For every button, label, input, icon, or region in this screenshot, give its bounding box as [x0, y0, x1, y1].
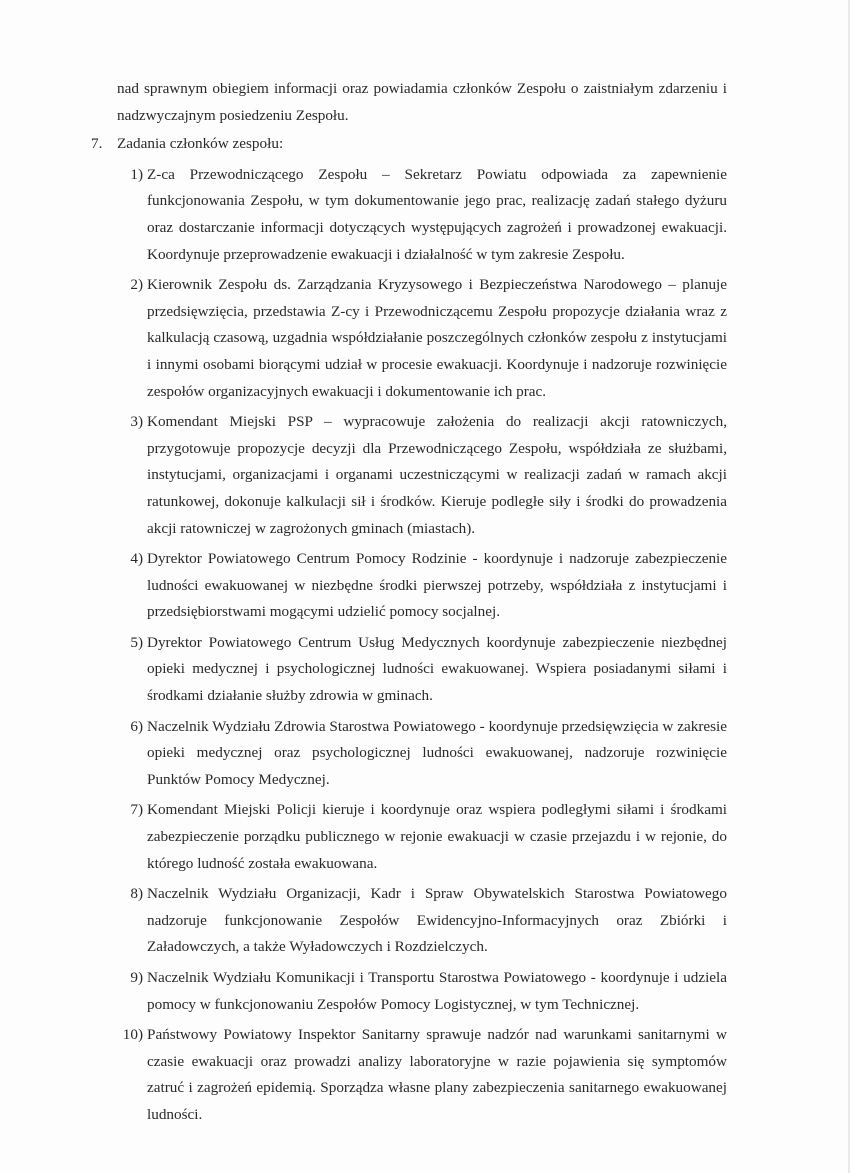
- list-item: [117, 630, 727, 710]
- item-text: Państwowy Powiatowy Inspektor Sanitarny sprawuje nadzór nad warunkami sanitarnymi w czasie ewakuacji oraz prowadzi analizy laboratoryjne w razie pojawienia się symptomów zatruć i zagrożeń epidemią. Sporządza własne plany zabezpieczenia sanitarnego ewakuowanej ludności.: [147, 1026, 727, 1123]
- item-number: 1): [130, 165, 143, 183]
- list-item: [117, 881, 727, 961]
- list-item: [117, 272, 727, 405]
- list-item: [117, 714, 727, 794]
- item-number: 4): [130, 550, 143, 568]
- item-text: Naczelnik Wydziału Zdrowia Starostwa Powiatowego - koordynuje przedsięwzięcia w zakresie opieki medycznej oraz psychologicznej ludności ewakuowanej, nadzoruje rozwinięcie Punktów Pomocy Medycznej.: [147, 717, 727, 788]
- list-item: [117, 1022, 727, 1128]
- item-number: 3): [130, 413, 143, 431]
- intro-paragraph: [117, 76, 727, 129]
- list-item: [117, 162, 727, 268]
- list-item: [117, 797, 727, 877]
- item-number: 10): [122, 1026, 143, 1044]
- item-number: 6): [130, 717, 143, 735]
- item-text: Komendant Miejski Policji kieruje i koordynuje oraz wspiera podległymi siłami i środkami zabezpieczenie porządku publicznego w rejonie ewakuacji w czasie przejazdu i w rejonie, do którego ludność została ewakuowana.: [147, 801, 727, 872]
- item-text: Dyrektor Powiatowego Centrum Pomocy Rodzinie - koordynuje i nadzoruje zabezpieczenie ludności ewakuowanej w niezbędne środki pierwszej potrzeby, współdziała z instytucjami i przedsiębiorstwami mogącymi udzielić pomocy socjalnej.: [147, 550, 727, 621]
- item-text: Naczelnik Wydziału Komunikacji i Transportu Starostwa Powiatowego - koordynuje i udziela pomocy w funkcjonowaniu Zespołów Pomocy Logistycznej, w tym Technicznej.: [147, 969, 727, 1013]
- task-list: [117, 162, 727, 1129]
- item-number: 8): [130, 885, 143, 903]
- list-item: [117, 546, 727, 626]
- section-7: [91, 131, 727, 1128]
- item-text: Dyrektor Powiatowego Centrum Usług Medycznych koordynuje zabezpieczenie niezbędnej opieki medycznej i psychologicznej ludności ewakuowanej. Wspiera posiadanymi siłami i środkami działanie służby zdrowia w gminach.: [147, 633, 727, 705]
- item-number: 2): [130, 276, 143, 294]
- item-text: Naczelnik Wydziału Organizacji, Kadr i Spraw Obywatelskich Starostwa Powiatowego nadzoruje funkcjonowanie Zespołów Ewidencyjno-Informacyjnych oraz Zbiórki i Załadowczych, a także Wyładowczych i Rozdzielczych.: [147, 885, 727, 956]
- section-number: 7.: [91, 135, 103, 153]
- item-text: Z-ca Przewodniczącego Zespołu – Sekretarz Powiatu odpowiada za zapewnienie funkcjonowania Zespołu, w tym dokumentowanie jego prac, realizację zadań stałego dyżuru oraz dostarczanie informacji dotyczących występujących zagrożeń i prowadzonej ewakuacji. Koordynuje przeprowadzenie ewakuacji i działalność w tym zakresie Zespołu.: [147, 165, 727, 263]
- document-body: [91, 76, 727, 1133]
- item-text: Kierownik Zespołu ds. Zarządzania Kryzysowego i Bezpieczeństwa Narodowego – planuje przedsięwzięcia, przedstawia Z-cy i Przewodniczącemu Zespołu propozycje działania wraz z kalkulacją czasową, uzgadnia współdziałanie poszczególnych członków zespołu z instytucjami i innymi osobami biorącymi udział w procesie ewakuacji. Koordynuje i nadzoruje rozwinięcie zespołów organizacyjnych ewakuacji i dokumentowanie ich prac.: [147, 276, 727, 400]
- item-text: Komendant Miejski PSP – wypracowuje założenia do realizacji akcji ratowniczych, przygotowuje propozycje decyzji dla Przewodniczącego Zespołu, współdziała ze służbami, instytucjami, organizacjami i organami uczestniczącymi w realizacji zadań w ramach akcji ratunkowej, dokonuje kalkulacji sił i środków. Kieruje podległe siły i środki do prowadzenia akcji ratowniczej w zagrożonych gminach (miastach).: [147, 413, 727, 537]
- list-item: [117, 409, 727, 542]
- intro-text: nad sprawnym obiegiem informacji oraz powiadamia członków Zespołu o zaistniałym zdarzeniu i nadzwyczajnym posiedzeniu Zespołu.: [117, 80, 727, 124]
- item-number: 9): [130, 969, 143, 986]
- section-title: Zadania członków zespołu:: [117, 135, 284, 153]
- item-number: 5): [130, 633, 143, 651]
- list-item: [117, 965, 727, 1018]
- item-number: 7): [130, 801, 143, 819]
